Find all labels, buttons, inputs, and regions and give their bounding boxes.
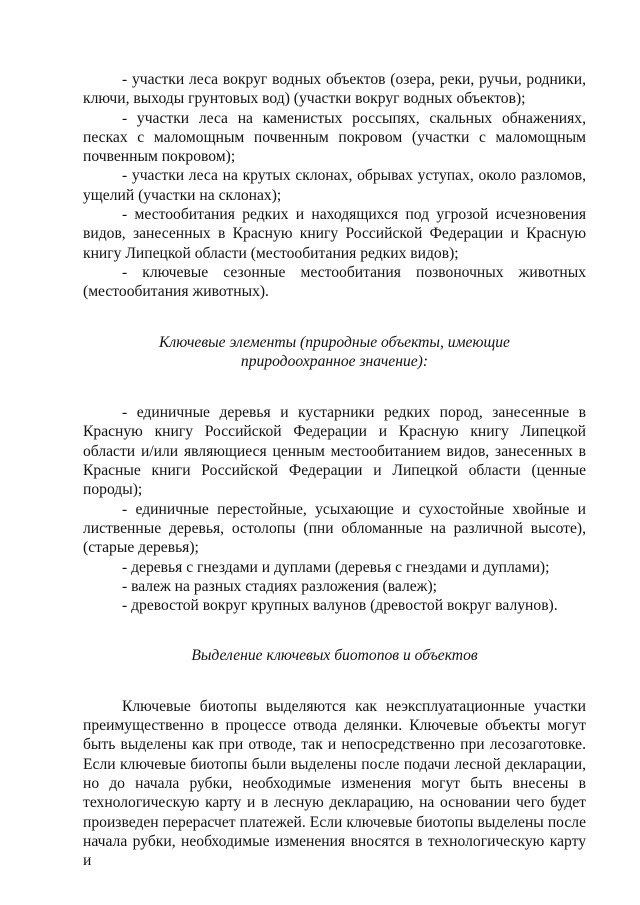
list-item: - местообитания редких и находящихся под угрозой исчезновения видов, занесенных в Красную книгу Российской Федерации и Красную книгу Липецкой области (местообитания редких видов); [83, 206, 586, 262]
list-item: - участки леса вокруг водных объектов (озера, реки, ручьи, родники, ключи, выходы грунтовых вод) (участки вокруг водных объектов); [83, 71, 586, 108]
list-item: - единичные деревья и кустарники редких пород, занесенные в Красную книгу Российской Федерации и Красную книгу Липецкой области и/или являющиеся ценным местообитанием видов, занесенных в Красные книги Российской Федерации и Липецкой области (ценные породы); [83, 404, 586, 499]
list-item: - древостой вокруг крупных валунов (древостой вокруг валунов). [122, 597, 558, 615]
list-item: - деревья с гнездами и дуплами (деревья с гнездами и дуплами); [122, 558, 550, 576]
list-item: - валеж на разных стадиях разложения (валеж); [122, 577, 437, 595]
habitat-list [83, 70, 586, 302]
spacer [83, 371, 586, 403]
spacer [83, 666, 586, 697]
list-item: - участки леса на крутых склонах, обрывах уступах, около разломов, ущелий (участки на склонах); [83, 167, 586, 204]
list-item: - участки леса на каменистых россыпях, скальных обнажениях, песках с маломощным почвенным покровом (участки с маломощным почвенным покровом); [83, 109, 586, 166]
document-page [83, 70, 586, 870]
key-elements-list [83, 403, 586, 615]
spacer [83, 302, 586, 333]
list-item: - единичные перестойные, усыхающие и сухостойные хвойные и лиственные деревья, остолопы (пни обломанные на различной высоте), (старые деревья); [83, 500, 586, 557]
spacer [83, 615, 586, 646]
allocation-heading: Выделение ключевых биотопов и объектов [191, 647, 478, 665]
key-elements-heading: Ключевые элементы (природные объекты, имеющие природоохранное значение): [159, 333, 510, 370]
list-item: - ключевые сезонные местообитания позвоночных животных (местообитания животных). [83, 263, 586, 301]
allocation-paragraph: Ключевые биотопы выделяются как неэксплуатационные участки преимущественно в процессе отвода делянки. Ключевые объекты могут быть выделены как при отводе, так и непосредственно при лесозаготовке. Если ключевые биотопы были выделены после подачи лесной декларации, но до начала рубки, необходимые изменения могут быть внесены в технологическую карту и в лесную декларацию, на основании чего будет произведен перерасчет платежей. Если ключевые биотопы выделены после начала рубки, необходимые изменения вносятся в технологическую карту и [83, 697, 586, 870]
